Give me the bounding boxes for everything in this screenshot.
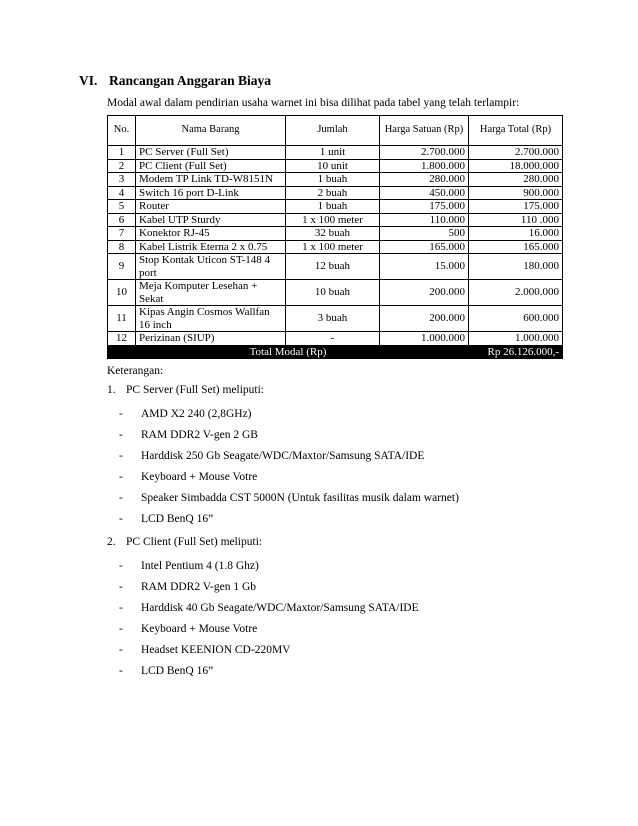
row-harga-total: 110 .000 — [469, 213, 563, 227]
bullet-dash: - — [119, 602, 123, 614]
table-row — [108, 146, 563, 160]
row-jumlah: 1 x 100 meter — [286, 213, 380, 227]
list-item — [119, 450, 424, 462]
row-no: 2 — [108, 159, 136, 173]
list-item — [119, 623, 257, 635]
row-harga-total: 1.000.000 — [469, 332, 563, 346]
list-item-text: Intel Pentium 4 (1.8 Ghz) — [141, 560, 259, 572]
bullet-dash: - — [119, 471, 123, 483]
row-jumlah: 2 buah — [286, 186, 380, 200]
intro-paragraph: Modal awal dalam pendirian usaha warnet ini bisa dilihat pada tabel yang telah terlampir: — [107, 97, 520, 109]
total-row — [108, 345, 563, 359]
bullet-dash: - — [119, 450, 123, 462]
row-jumlah: 32 buah — [286, 227, 380, 241]
row-harga-satuan: 200.000 — [380, 280, 469, 306]
row-nama-barang: PC Server (Full Set) — [136, 146, 286, 160]
list-item — [119, 602, 419, 614]
row-harga-satuan: 175.000 — [380, 200, 469, 214]
row-jumlah: 1 buah — [286, 200, 380, 214]
row-no: 7 — [108, 227, 136, 241]
row-no: 3 — [108, 173, 136, 187]
list-group-heading — [107, 536, 262, 548]
header-no: No. — [108, 116, 136, 146]
row-no: 5 — [108, 200, 136, 214]
row-harga-total: 175.000 — [469, 200, 563, 214]
list-item — [119, 471, 257, 483]
list-item-text: AMD X2 240 (2,8GHz) — [141, 408, 252, 420]
section-number: VI. — [79, 73, 98, 88]
list-item — [119, 665, 213, 677]
list-item-text: Harddisk 250 Gb Seagate/WDC/Maxtor/Samsung SATA/IDE — [141, 450, 425, 462]
row-no: 12 — [108, 332, 136, 346]
row-nama-barang: Konektor RJ-45 — [136, 227, 286, 241]
list-group-number: 2. — [107, 536, 116, 548]
table-body — [108, 146, 563, 346]
row-no: 9 — [108, 254, 136, 280]
row-no: 4 — [108, 186, 136, 200]
row-jumlah: 1 unit — [286, 146, 380, 160]
table-row — [108, 332, 563, 346]
table-row — [108, 213, 563, 227]
row-harga-satuan: 165.000 — [380, 240, 469, 254]
bullet-dash: - — [119, 408, 123, 420]
row-harga-total: 2.700.000 — [469, 146, 563, 160]
row-nama-barang: Kabel UTP Sturdy — [136, 213, 286, 227]
bullet-dash: - — [119, 581, 123, 593]
section-heading — [79, 73, 271, 89]
table-row — [108, 173, 563, 187]
list-item — [119, 492, 459, 504]
bullet-dash: - — [119, 429, 123, 441]
header-jumlah: Jumlah — [286, 116, 380, 146]
header-nama-barang: Nama Barang — [136, 116, 286, 146]
row-nama-barang: Perizinan (SIUP) — [136, 332, 286, 346]
bullet-dash: - — [119, 492, 123, 504]
table-row — [108, 254, 563, 280]
table-row — [108, 306, 563, 332]
list-item — [119, 429, 258, 441]
total-value: Rp 26.126.000,- — [469, 345, 563, 359]
table-row — [108, 159, 563, 173]
table-row — [108, 186, 563, 200]
bullet-dash: - — [119, 623, 123, 635]
bullet-dash: - — [119, 644, 123, 656]
list-item-text: RAM DDR2 V-gen 1 Gb — [141, 581, 257, 593]
row-harga-total: 600.000 — [469, 306, 563, 332]
row-harga-satuan: 15.000 — [380, 254, 469, 280]
row-harga-satuan: 500 — [380, 227, 469, 241]
row-jumlah: 10 unit — [286, 159, 380, 173]
row-harga-satuan: 450.000 — [380, 186, 469, 200]
header-harga-satuan: Harga Satuan (Rp) — [380, 116, 469, 146]
row-no: 10 — [108, 280, 136, 306]
row-harga-satuan: 1.000.000 — [380, 332, 469, 346]
row-harga-total: 2.000.000 — [469, 280, 563, 306]
list-group-heading — [107, 384, 264, 396]
row-no: 1 — [108, 146, 136, 160]
list-item — [119, 560, 259, 572]
row-harga-satuan: 280.000 — [380, 173, 469, 187]
row-nama-barang: Router — [136, 200, 286, 214]
row-harga-total: 16.000 — [469, 227, 563, 241]
row-harga-satuan: 2.700.000 — [380, 146, 469, 160]
list-group-title: PC Client (Full Set) meliputi: — [126, 536, 263, 548]
row-nama-barang: Meja Komputer Lesehan + Sekat — [136, 280, 286, 306]
table-header-row — [108, 116, 563, 146]
row-nama-barang: Kipas Angin Cosmos Wallfan 16 inch — [136, 306, 286, 332]
total-label: Total Modal (Rp) — [108, 345, 469, 359]
list-item-text: Keyboard + Mouse Votre — [141, 623, 258, 635]
row-nama-barang: Modem TP Link TD-W8151N — [136, 173, 286, 187]
list-item — [119, 581, 256, 593]
list-item-text: RAM DDR2 V-gen 2 GB — [141, 429, 258, 441]
keterangan-label: Keterangan: — [107, 365, 164, 377]
row-harga-total: 165.000 — [469, 240, 563, 254]
row-harga-total: 900.000 — [469, 186, 563, 200]
list-item — [119, 513, 213, 525]
row-harga-total: 180.000 — [469, 254, 563, 280]
row-jumlah: 3 buah — [286, 306, 380, 332]
table-row — [108, 280, 563, 306]
list-item-text: Speaker Simbadda CST 5000N (Untuk fasilitas musik dalam warnet) — [141, 492, 459, 504]
table-row — [108, 200, 563, 214]
row-jumlah: 12 buah — [286, 254, 380, 280]
row-harga-satuan: 200.000 — [380, 306, 469, 332]
table-row — [108, 227, 563, 241]
list-group-title: PC Server (Full Set) meliputi: — [126, 384, 264, 396]
row-nama-barang: Kabel Listrik Eterna 2 x 0.75 — [136, 240, 286, 254]
list-item-text: Headset KEENION CD-220MV — [141, 644, 291, 656]
table-row — [108, 240, 563, 254]
row-no: 6 — [108, 213, 136, 227]
row-jumlah: 10 buah — [286, 280, 380, 306]
row-nama-barang: PC Client (Full Set) — [136, 159, 286, 173]
bullet-dash: - — [119, 560, 123, 572]
row-jumlah: 1 x 100 meter — [286, 240, 380, 254]
list-item-text: LCD BenQ 16” — [141, 665, 214, 677]
section-title: Rancangan Anggaran Biaya — [109, 73, 272, 88]
row-jumlah: - — [286, 332, 380, 346]
row-no: 8 — [108, 240, 136, 254]
header-harga-total: Harga Total (Rp) — [469, 116, 563, 146]
list-item-text: LCD BenQ 16” — [141, 513, 214, 525]
list-item-text: Keyboard + Mouse Votre — [141, 471, 258, 483]
row-nama-barang: Stop Kontak Uticon ST-148 4 port — [136, 254, 286, 280]
row-harga-total: 280.000 — [469, 173, 563, 187]
bullet-dash: - — [119, 513, 123, 525]
row-harga-total: 18.000.000 — [469, 159, 563, 173]
row-jumlah: 1 buah — [286, 173, 380, 187]
row-nama-barang: Switch 16 port D-Link — [136, 186, 286, 200]
row-harga-satuan: 1.800.000 — [380, 159, 469, 173]
bullet-dash: - — [119, 665, 123, 677]
row-no: 11 — [108, 306, 136, 332]
list-group-number: 1. — [107, 384, 116, 396]
budget-table — [107, 115, 563, 359]
list-item — [119, 408, 252, 420]
row-harga-satuan: 110.000 — [380, 213, 469, 227]
list-item — [119, 644, 290, 656]
list-item-text: Harddisk 40 Gb Seagate/WDC/Maxtor/Samsung SATA/IDE — [141, 602, 419, 614]
